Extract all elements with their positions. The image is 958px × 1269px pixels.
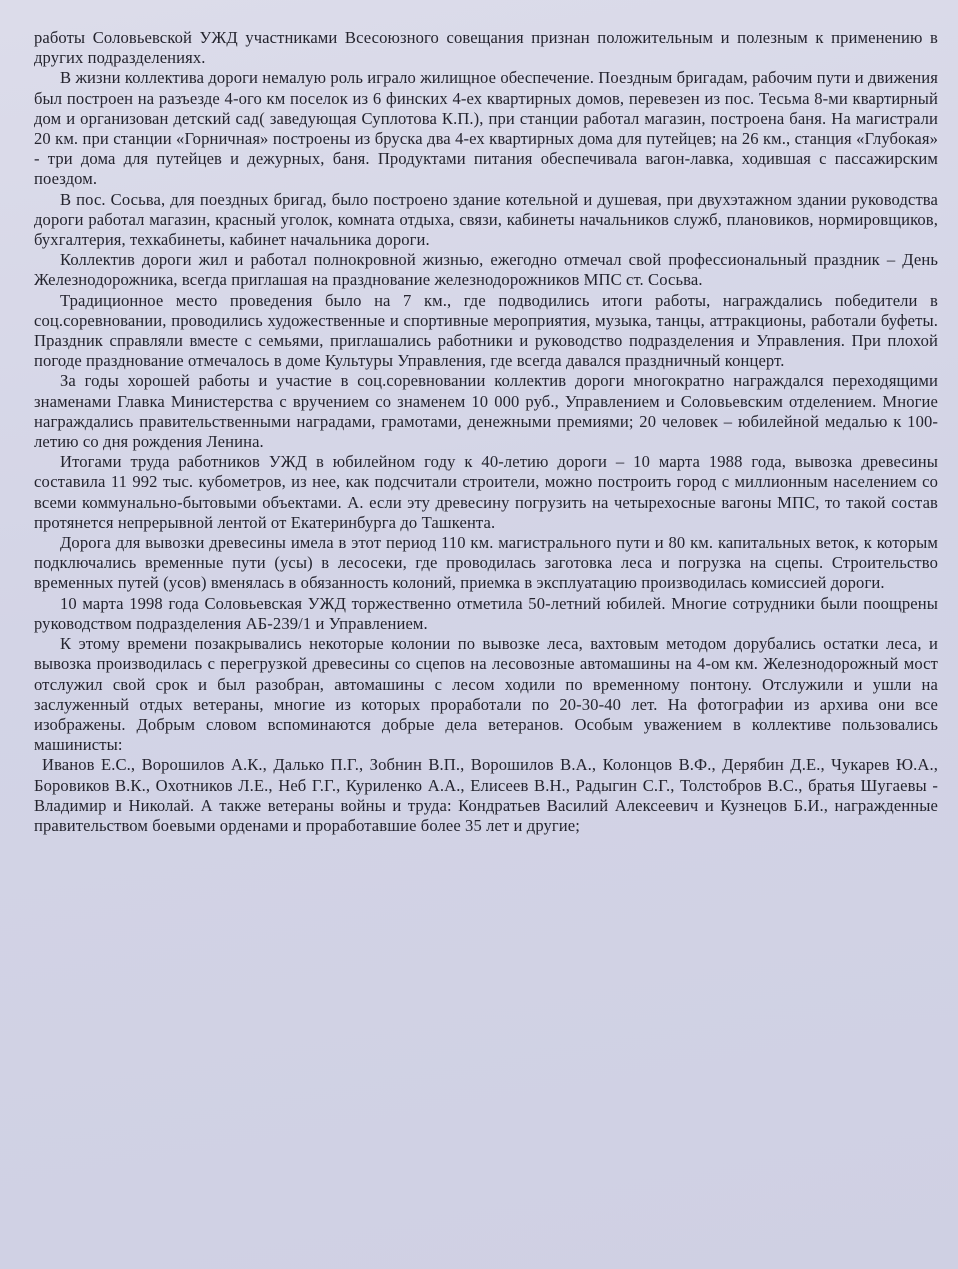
- paragraph-11: Иванов Е.С., Ворошилов А.К., Далько П.Г., Зобнин В.П., Ворошилов В.А., Колонцов В.Ф., Дерябин Д.Е., Чукарев Ю.А., Боровиков В.К., Охотников Л.Е., Неб Г.Г., Куриленко А.А., Елисеев В.Н., Радыгин С.Г., Толстобров В.С., братья Шугаевы - Владимир и Николай. А также ветераны войны и труда: Кондратьев Василий Алексеевич и Кузнецов Б.И., награжденные правительством боевыми орденами и проработавшие более 35 лет и другие;: [34, 755, 938, 835]
- paragraph-8: Дорога для вывозки древесины имела в этот период 110 км. магистрального пути и 80 км. капитальных веток, к которым подключались временные пути (усы) в лесосеки, где проводилась заготовка леса и погрузка на сцепы. Строительство временных путей (усов) вменялась в обязанность колоний, приемка в эксплуатацию производилась комиссией дороги.: [34, 533, 938, 593]
- page-text: [34, 28, 938, 836]
- paragraph-9: 10 марта 1998 года Соловьевская УЖД торжественно отметила 50-летний юбилей. Многие сотрудники были поощрены руководством подразделения АБ-239/1 и Управлением.: [34, 593, 938, 633]
- paragraph-1: работы Соловьевской УЖД участниками Всесоюзного совещания признан положительным и полезным к применению в других подразделениях.: [34, 28, 938, 68]
- paragraph-3: В пос. Сосьва, для поездных бригад, было построено здание котельной и душевая, при двухэтажном здании руководства дороги работал магазин, красный уголок, комната отдыха, связи, кабинеты начальников служб, плановиков, нормировщиков, бухгалтерия, техкабинеты, кабинет начальника дороги.: [34, 189, 938, 250]
- paragraph-2: В жизни коллектива дороги немалую роль играло жилищное обеспечение. Поездным бригадам, рабочим пути и движения был построен на разъезде 4-ого км поселок из 6 финских 4-ех квартирных домов, перевезен из пос. Тесьма 8-ми квартирный дом и организован детский сад( заведующая Суплотова К.П.), при станции работал магазин, построена баня. На магистрали 20 км. при станции «Горничная» построены из бруска два 4-ех квартирных дома для путейцев; на 26 км., станция «Глубокая» - три дома для путейцев и дежурных, баня. Продуктами питания обеспечивала вагон-лавка, ходившая с пассажирским поездом.: [34, 68, 938, 189]
- paragraph-6: За годы хорошей работы и участие в соц.соревновании коллектив дороги многократно награждался переходящими знаменами Главка Министерства с вручением со знаменем 10 000 руб., Управлением и Соловьевским отделением. Многие награждались правительственными наградами, грамотами, денежными премиями; 20 человек – юбилейной медалью к 100-летию со дня рождения Ленина.: [34, 371, 938, 452]
- paragraph-7: Итогами труда работников УЖД в юбилейном году к 40-летию дороги – 10 марта 1988 года, вывозка древесины составила 11 992 тыс. кубометров, из нее, как подсчитали строители, можно построить город с миллионным населением со всеми коммунально-бытовыми объектами. А. если эту древесину погрузить на четырехосные вагоны МПС, то такой состав протянется непрерывной лентой от Екатеринбурга до Ташкента.: [34, 452, 938, 532]
- paragraph-10: К этому времени позакрывались некоторые колонии по вывозке леса, вахтовым методом дорубались остатки леса, и вывозка производилась с перегрузкой древесины со сцепов на лесовозные автомашины на 4-ом км. Железнодорожный мост отслужил свой срок и был разобран, автомашины с лесом ходили по временному понтону. Отслужили и ушли на заслуженный отдых ветераны, многие из которых проработали по 20-30-40 лет. На фотографии из архива они все изображены. Добрым словом вспоминаются добрые дела ветеранов. Особым уважением в коллективе пользовались машинисты:: [34, 634, 938, 755]
- paragraph-5: Традиционное место проведения было на 7 км., где подводились итоги работы, награждались победители в соц.соревновании, проводились художественные и спортивные мероприятия, музыка, танцы, аттракционы, работали буфеты. Праздник справляли вместе с семьями, приглашались работники и руководство подразделения и Управления. При плохой погоде празднование отмечалось в доме Культуры Управления, где всегда давался праздничный концерт.: [34, 290, 938, 371]
- paragraph-4: Коллектив дороги жил и работал полнокровной жизнью, ежегодно отмечал свой профессиональный праздник – День Железнодорожника, всегда приглашая на празднование железнодорожников МПС ст. Сосьва.: [34, 250, 938, 290]
